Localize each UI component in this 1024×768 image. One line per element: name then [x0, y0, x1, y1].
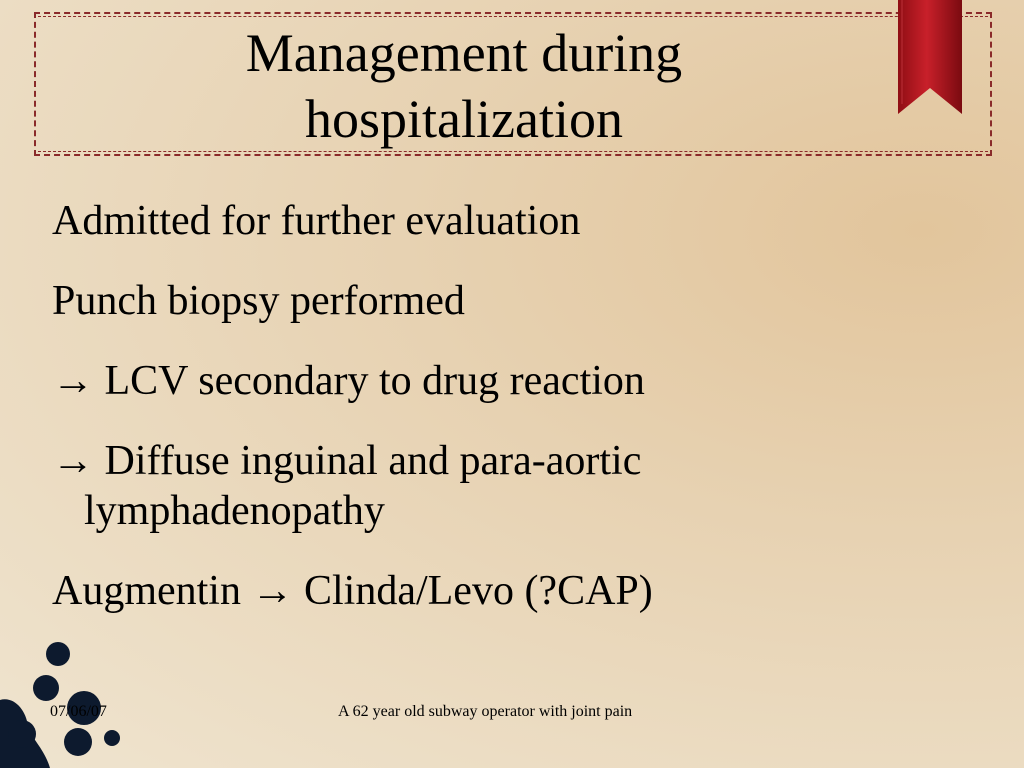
- slide-title-line-2: hospitalization: [305, 89, 623, 149]
- bullet-item: → Diffuse inguinal and para-aortic lymphadenopathy: [52, 438, 642, 534]
- bookmark-ribbon-icon: [896, 0, 964, 116]
- bullet-list: [52, 196, 952, 646]
- bullet-item: Admitted for further evaluation: [52, 198, 581, 244]
- bullet-item: → LCV secondary to drug reaction: [52, 358, 645, 404]
- ink-splatter-decoration: [0, 630, 130, 768]
- slide-title: [34, 20, 894, 152]
- footer-date: 07/06/07: [50, 703, 107, 720]
- bullet-item: Punch biopsy performed: [52, 278, 465, 324]
- slide-title-line-1: Management during: [245, 23, 683, 83]
- footer-text: A 62 year old subway operator with joint pain: [338, 703, 633, 720]
- bullet-item: Augmentin → Clinda/Levo (?CAP): [52, 568, 653, 614]
